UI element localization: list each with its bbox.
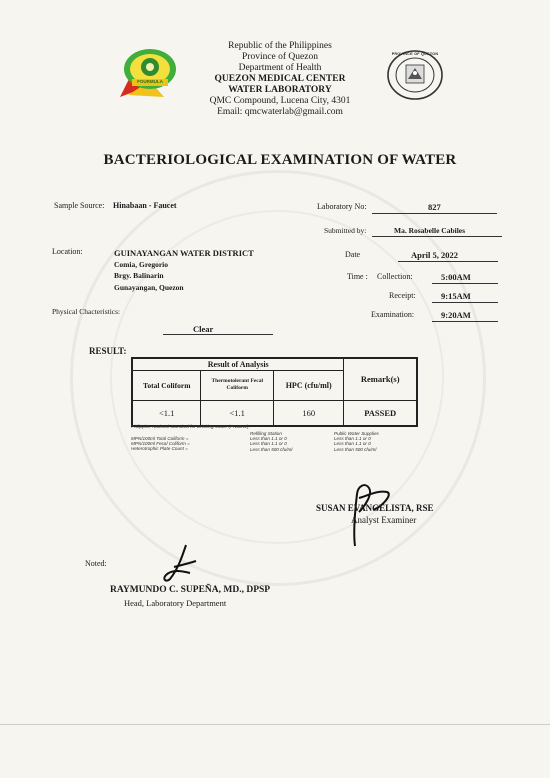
province-seal (386, 49, 444, 101)
physical-underline (163, 334, 273, 335)
header-line-7: Email: qmcwaterlab@gmail.com (217, 107, 343, 117)
value-fecal-coliform: <1.1 (201, 400, 274, 426)
header-line-3: Department of Health (238, 63, 322, 73)
standards-col2 (250, 431, 292, 452)
examiner-title: Analyst Examiner (351, 515, 417, 525)
refilling-row-1: Less than 1.1 or 0 (250, 436, 287, 442)
header-remarks: Remark(s) (344, 358, 417, 400)
value-remarks: PASSED (344, 400, 417, 426)
standard-row-1: MPN/100ml Total Coliform = (131, 436, 189, 441)
submitted-by-underline (372, 236, 502, 237)
submitted-by-label: Submitted by: (324, 226, 367, 235)
standard-row-2: MPN/100ml Fecal Coliform = (131, 441, 190, 447)
value-total-coliform: <1.1 (132, 400, 201, 426)
date-value: April 5, 2022 (411, 250, 458, 260)
header-line-6: QMC Compound, Lucena City, 4301 (209, 96, 351, 106)
lab-no-underline (372, 213, 497, 214)
receipt-underline (432, 302, 498, 303)
refilling-row-2: Less than 1.1 or 0 (250, 441, 287, 447)
public-row-3: Less than 500 cfu/ml (334, 446, 377, 452)
examination-label: Examination: (371, 310, 415, 319)
refilling-row-3: Less than 500 cfu/ml (250, 446, 293, 452)
collection-underline (432, 283, 498, 284)
header-hpc: HPC (cfu/ml) (274, 370, 344, 400)
header-total-coliform: Total Coliform (132, 370, 201, 400)
public-row-1: Less than 1.1 or 0 (334, 436, 371, 442)
location-line-3: Brgy. Balinarin (114, 271, 164, 280)
time-label: Time : (347, 272, 368, 281)
results-table (131, 357, 418, 427)
qmc-logo (120, 47, 176, 97)
public-row-2: Less than 1.1 or 0 (334, 441, 371, 447)
page-bottom-fold (0, 724, 550, 725)
standards-col1 (131, 436, 190, 452)
noted-title: Head, Laboratory Department (124, 598, 227, 608)
standards-col3 (334, 431, 379, 452)
location-line-2: Comia, Gregorio (114, 260, 169, 269)
seal-text: PROVINCE OF QUEZON (391, 52, 439, 56)
document-title: BACTERIOLOGICAL EXAMINATION OF WATER (103, 152, 457, 168)
examination-value: 9:20AM (441, 310, 471, 320)
standards-caption: Philippine National Standard for Drinking Water (PNSDW) (131, 424, 249, 429)
letterhead (190, 41, 370, 118)
location-line-1: GUINAYANGAN WATER DISTRICT (114, 248, 254, 258)
public-title: Public Water Supplies (334, 431, 379, 436)
location-label: Location: (52, 247, 83, 256)
physical-label: Physical Chacteristics: (52, 307, 121, 316)
collection-value: 5:00AM (441, 272, 471, 282)
receipt-value: 9:15AM (441, 291, 471, 301)
header-line-4: QUEZON MEDICAL CENTER (214, 74, 346, 84)
examiner-name: SUSAN EVANGELISTA, RSE (316, 503, 434, 513)
examination-underline (432, 321, 498, 322)
head-signature (160, 543, 200, 585)
examiner-signature (343, 476, 403, 550)
header-fecal-coliform: Thermotolerant Fecal Coliform (201, 370, 274, 400)
physical-value: Clear (193, 324, 214, 334)
refilling-title: Refilling Station (250, 431, 282, 436)
result-group-header: Result of Analysis (132, 358, 344, 370)
logo-text: FOURMULA (137, 79, 163, 84)
header-line-1: Republic of the Philippines (228, 41, 332, 51)
header-line-5: WATER LABORATORY (228, 85, 332, 95)
sample-source-value: Hinabaan - Faucet (113, 201, 177, 210)
sample-source-label: Sample Source: (54, 201, 105, 210)
value-hpc: 160 (274, 400, 344, 426)
receipt-label: Receipt: (389, 291, 416, 300)
lab-no-label: Laboratory No: (317, 202, 367, 211)
collection-label: Collection: (377, 272, 413, 281)
noted-name: RAYMUNDO C. SUPEÑA, MD., DPSP (110, 585, 271, 595)
result-label: RESULT: (89, 346, 127, 356)
submitted-by-value: Ma. Rosabelle Cabiles (394, 226, 466, 235)
header-line-2: Province of Quezon (242, 52, 318, 62)
date-label: Date (345, 250, 361, 259)
standard-row-3: Heterotrophic Plate Count = (131, 446, 188, 452)
location-line-4: Gunayangan, Quezon (114, 283, 184, 292)
noted-label: Noted: (85, 559, 107, 568)
date-underline (398, 261, 498, 262)
lab-no-value: 827 (428, 202, 441, 212)
